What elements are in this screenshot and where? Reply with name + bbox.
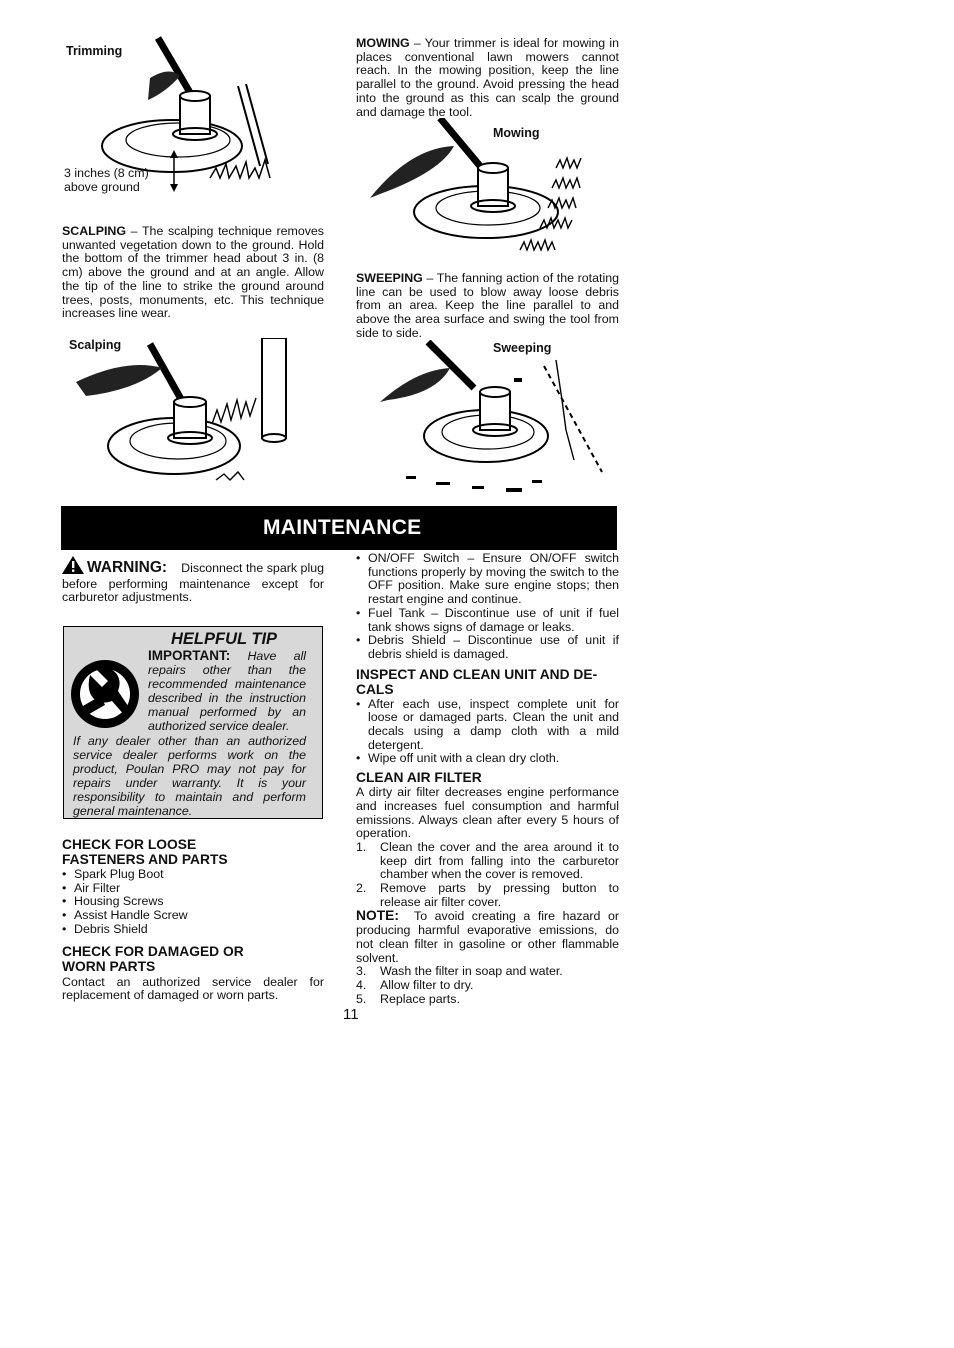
list-item: 3. Wash the filter in soap and water.: [356, 964, 563, 979]
damaged-heading-line2: WORN PARTS: [62, 958, 156, 974]
list-item: • After each use, inspect complete unit for loose or damaged parts. Clean the unit and decals using a damp cloth with a mild detergent.: [356, 698, 619, 753]
helpful-tip-body: If any dealer other than an authorized service dealer performs work on the product, Poulan PRO may not pay for repairs under warranty. It is your responsibility to maintain and perform general maintenance.: [73, 734, 306, 818]
air-filter-intro: A dirty air filter decreases engine performance and increases fuel consumption and harmful emissions. Always clean after every 5 hours of operation.: [356, 785, 619, 841]
mowing-illustration: [370, 118, 610, 268]
page-number: 11: [343, 1006, 359, 1023]
air-filter-steps-a: [356, 841, 619, 910]
list-item: 2. Remove parts by pressing button to release air filter cover.: [356, 881, 619, 909]
helpful-tip-box: [63, 626, 323, 819]
helpful-tip-title: HELPFUL TIP: [171, 630, 278, 648]
loose-heading-line1: CHECK FOR LOOSE: [62, 837, 197, 852]
trimming-caption: Trimming: [66, 44, 123, 58]
important-text: Have all repairs other than the recommended maintenance described in the instruction manual performed by an authorized service dealer.: [148, 649, 306, 733]
damaged-heading-line1: CHECK FOR DAMAGED OR: [62, 943, 244, 959]
list-item: 1. Clean the cover and the area around it to keep dirt from falling into the carburetor chamber when the cover is removed.: [356, 839, 619, 882]
warning-block: [62, 556, 324, 605]
trimming-note-line1: 3 inches (8 cm): [64, 166, 149, 180]
warning-text: Disconnect the spark plug before performing maintenance except for carburetor adjustments.: [62, 561, 324, 605]
right-column: [356, 552, 619, 1006]
sweeping-caption: Sweeping: [493, 341, 552, 355]
warning-label: WARNING:: [87, 559, 168, 576]
list-item: • Assist Handle Screw: [62, 909, 324, 923]
inspect-list: [356, 698, 619, 767]
list-item: • Fuel Tank – Discontinue use of unit if fuel tank shows signs of damage or leaks.: [356, 607, 619, 634]
trimming-note-line2: above ground: [64, 179, 140, 194]
air-filter-steps-b: [356, 965, 619, 1006]
loose-heading-line2: FASTENERS AND PARTS: [62, 852, 228, 867]
list-item: 4. Allow filter to dry.: [356, 977, 474, 992]
list-item: • Housing Screws: [62, 895, 324, 909]
wrench-icon: [68, 657, 142, 736]
mowing-caption: Mowing: [493, 126, 540, 140]
scalping-caption: Scalping: [69, 338, 122, 352]
section-banner: MAINTENANCE: [61, 506, 617, 550]
inspect-heading-line1: INSPECT AND CLEAN UNIT AND DE-: [356, 666, 598, 682]
damaged-text: Contact an authorized service dealer for replacement of damaged or worn parts.: [62, 974, 324, 1003]
loose-parts-list: [62, 868, 324, 937]
list-item: • Debris Shield – Discontinue use of unit if debris shield is damaged.: [356, 634, 619, 661]
scalping-paragraph: SCALPING – The scalping technique removes unwanted vegetation down to the ground. Hold the bottom of the trimmer head about 3 in. (8 cm) above the ground and at an angle. Allow the tip of the line to strike the ground around trees, posts, monuments, etc. This technique increases line wear.: [62, 224, 324, 321]
sweeping-illustration: [376, 340, 612, 498]
air-filter-heading: CLEAN AIR FILTER: [356, 770, 482, 786]
important-label: IMPORTANT:: [148, 648, 231, 663]
mowing-paragraph: MOWING – Your trimmer is ideal for mowing in places conventional lawn mowers cannot reach. In the mowing position, keep the line parallel to the ground. Avoid pressing the head into the ground as this can scalp the ground and damage the tool.: [356, 36, 619, 119]
sweeping-paragraph: SWEEPING – The fanning action of the rotating line can be used to blow away loose debris from an area. Keep the line parallel to and above the area surface and swing the tool from side to side.: [356, 271, 619, 340]
loose-parts-section: [62, 837, 324, 1003]
list-item: • ON/OFF Switch – Ensure ON/OFF switch functions properly by moving the switch to the OFF position. Make sure engine stops; then restart engine and continue.: [356, 552, 619, 607]
scalping-illustration: [66, 338, 320, 488]
inspect-heading-line2: CALS: [356, 681, 394, 697]
check-list: [356, 552, 619, 662]
list-item: • Spark Plug Boot: [62, 868, 324, 882]
list-item: • Air Filter: [62, 882, 324, 896]
list-item: • Debris Shield: [62, 923, 324, 937]
air-filter-note: NOTE: To avoid creating a fire hazard or producing harmful evaporative emissions, do not clean filter in gasoline or other flammable solvent.: [356, 908, 620, 965]
list-item: • Wipe off unit with a clean dry cloth.: [356, 752, 619, 766]
warning-triangle-icon: [62, 556, 84, 578]
list-item: 5. Replace parts.: [356, 991, 460, 1006]
